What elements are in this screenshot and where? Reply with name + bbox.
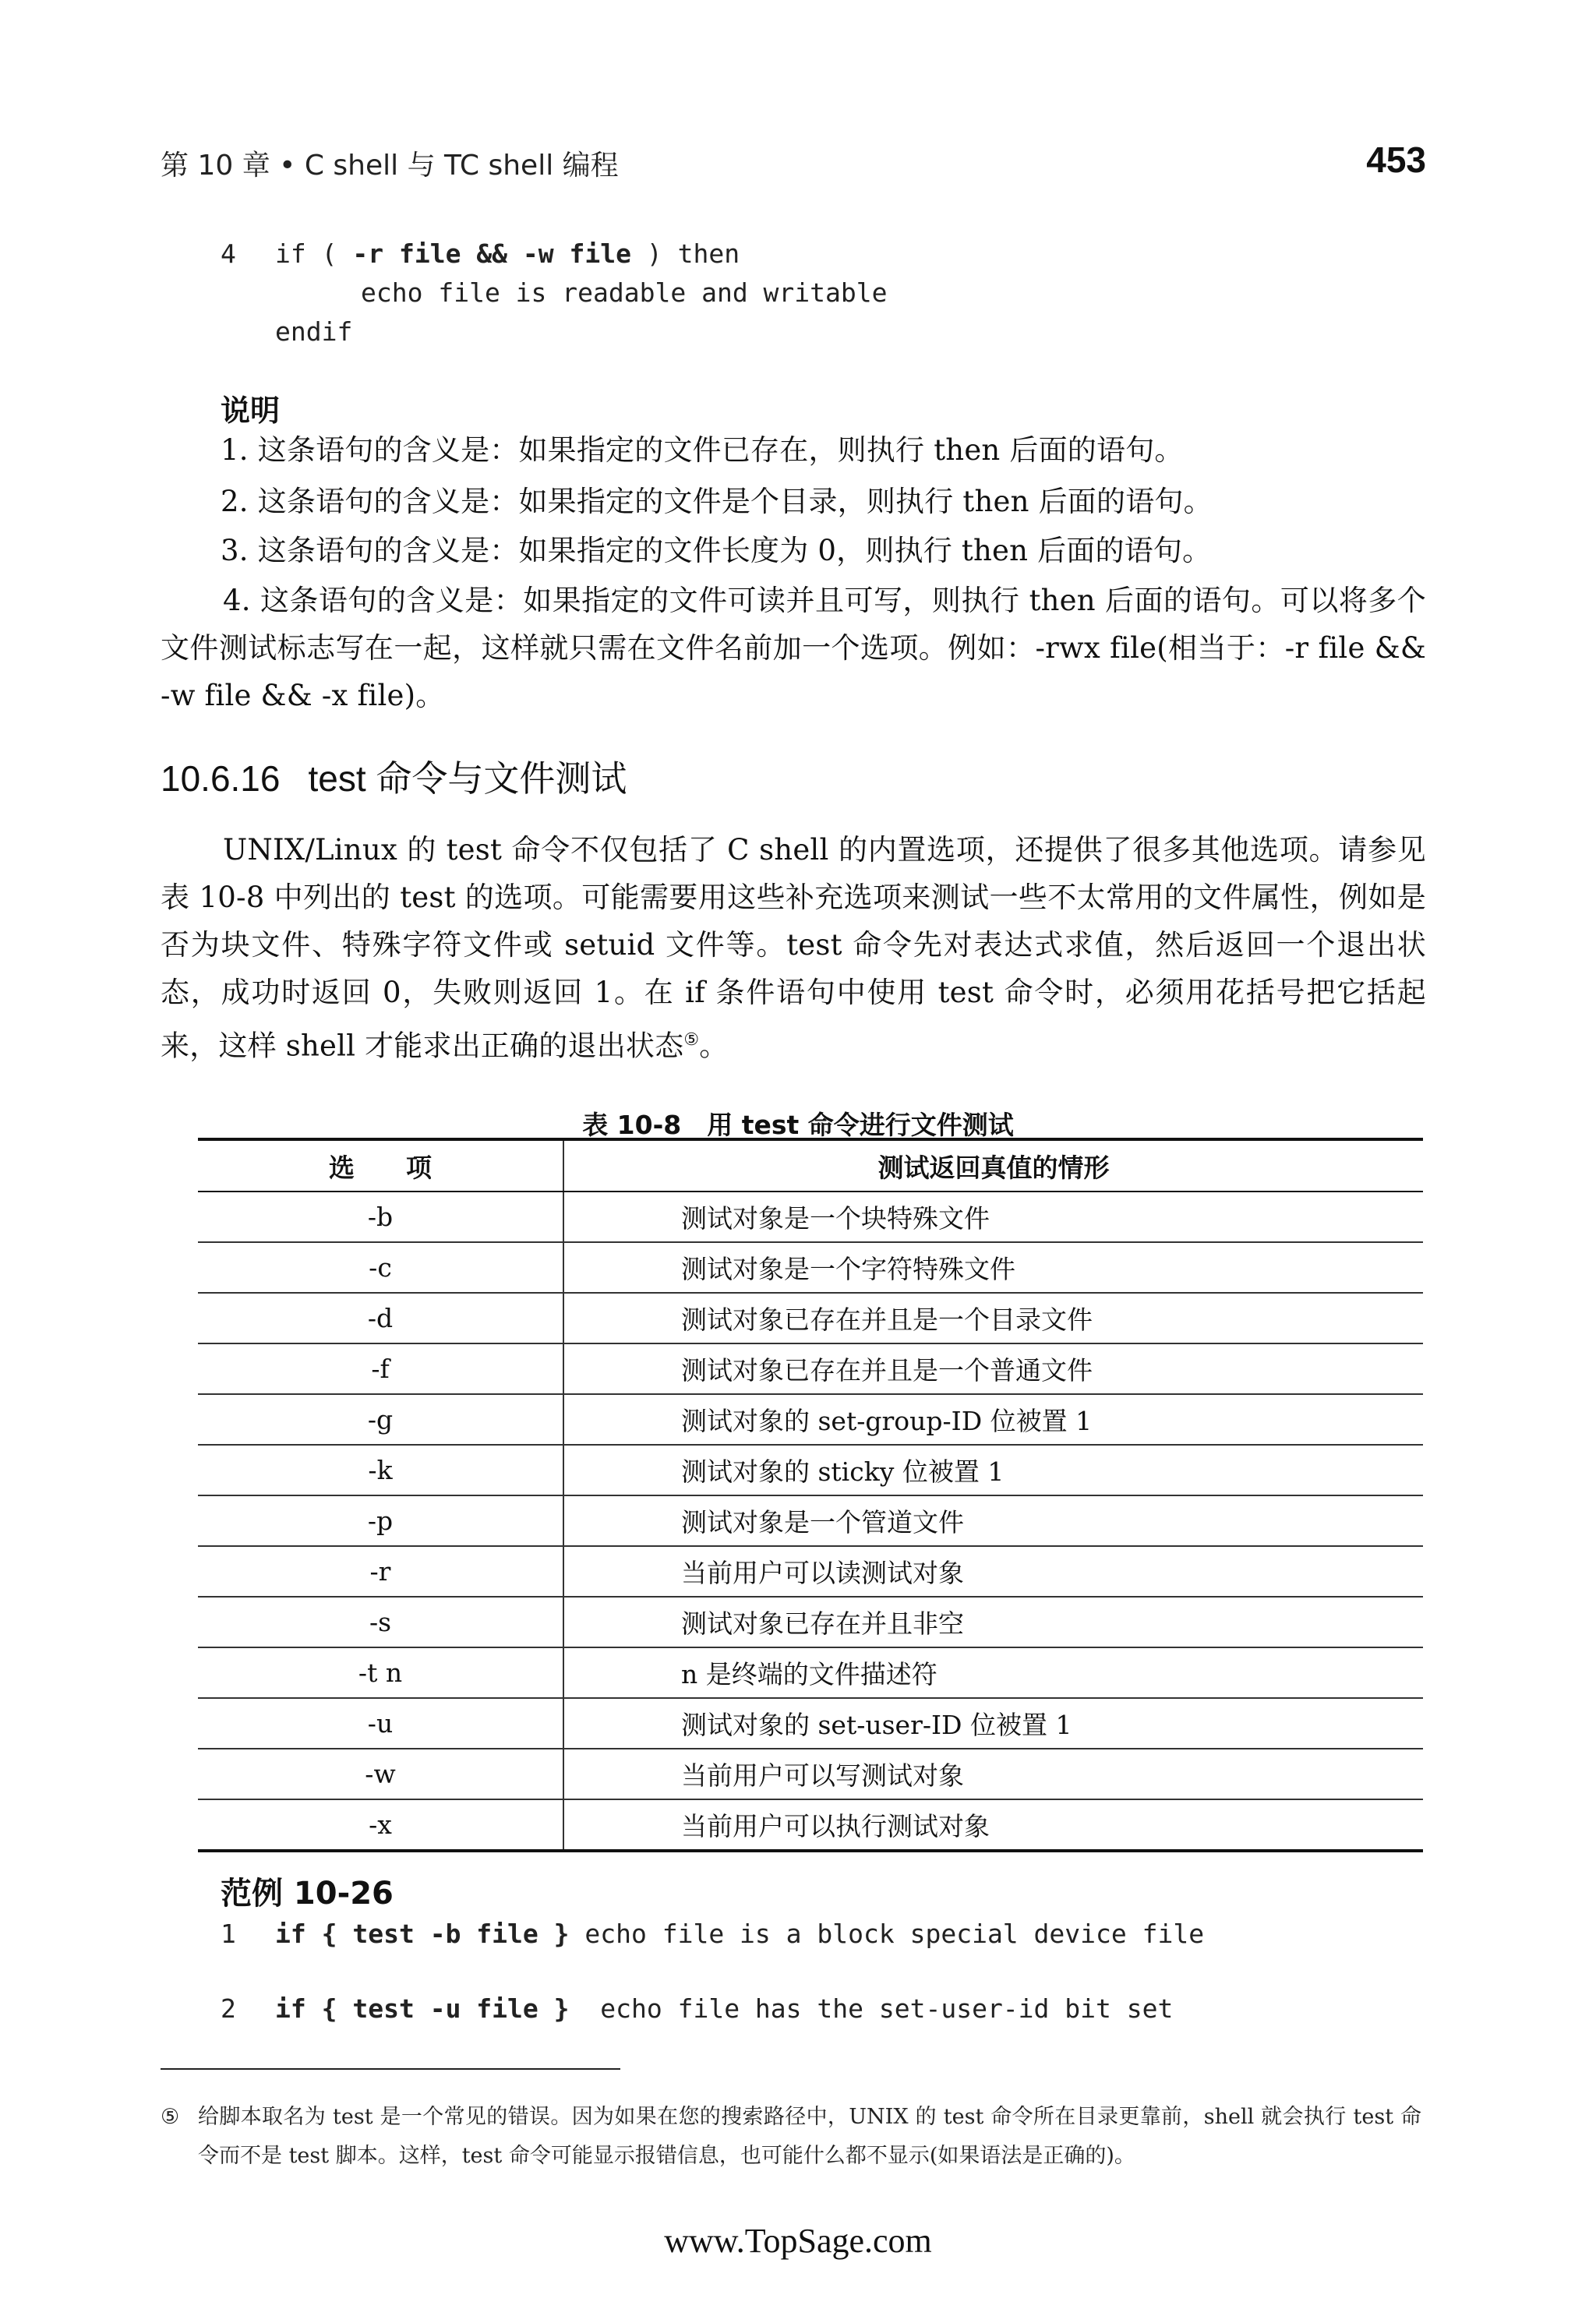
footnote-ref: ⑤	[683, 1030, 700, 1050]
option-cell: -x	[198, 1799, 563, 1851]
table-row	[198, 1343, 1423, 1394]
table-row	[198, 1293, 1423, 1343]
example-line-1: 1 if { test -b file } echo file is a block special device file	[221, 1919, 1205, 1949]
option-cell: -c	[198, 1242, 563, 1293]
condition-cell: 测试对象已存在并且是一个普通文件	[563, 1343, 1423, 1394]
note-item-2: 2. 这条语句的含义是：如果指定的文件是个目录，则执行 then 后面的语句。	[221, 485, 1213, 518]
condition-cell: 测试对象的 sticky 位被置 1	[563, 1445, 1423, 1495]
condition-cell: 测试对象是一个管道文件	[563, 1495, 1423, 1546]
condition-cell: n 是终端的文件描述符	[563, 1647, 1423, 1698]
section-heading	[161, 750, 627, 802]
footnote-text: 给脚本取名为 test 是一个常见的错误。因为如果在您的搜索路径中，UNIX 的 test 命令所在目录更靠前，shell 就会执行 test 命令而不是 test 脚本。这样，test 命令可能显示报错信息，也可能什么都不显示(如果语法是正确的)。	[198, 2105, 1421, 2168]
code-line-endif: endif	[275, 316, 353, 347]
footnote-mark: ⑤	[161, 2105, 180, 2129]
condition-cell: 测试对象已存在并且是一个目录文件	[563, 1293, 1423, 1343]
table-row	[198, 1394, 1423, 1445]
example-line-2: 2 if { test -u file } echo file has the set-user-id bit set	[221, 1993, 1174, 2024]
note-item-4: 4. 这条语句的含义是：如果指定的文件可读并且可写，则执行 then 后面的语句。可以将多个文件测试标志写在一起，这样就只需在文件名前加一个选项。例如：-rwx file(相当于：-r file && -w file && -x file)。	[161, 584, 1426, 712]
option-cell: -f	[198, 1343, 563, 1394]
section-paragraph: UNIX/Linux 的 test 命令不仅包括了 C shell 的内置选项，还提供了很多其他选项。请参见表 10-8 中列出的 test 的选项。可能需要用这些补充选项来测试一些不太常用的文件属性，例如是否为块文件、特殊字符文件或 setuid 文件等。test 命令先对表达式求值，然后返回一个退出状态，成功时返回 0，失败则返回 1。在 if 条件语句中使用 test 命令时，必须用花括号把它括起来，这样 shell 才能求出正确的退出状态⑤。	[161, 833, 1426, 1063]
note-item-1: 1. 这条语句的含义是：如果指定的文件已存在，则执行 then 后面的语句。	[221, 433, 1184, 467]
note-item-3: 3. 这条语句的含义是：如果指定的文件长度为 0，则执行 then 后面的语句。	[221, 534, 1212, 567]
note-title: 说明	[221, 394, 281, 428]
table-row	[198, 1597, 1423, 1647]
code-line-echo: echo file is readable and writable	[361, 277, 888, 308]
table-body	[198, 1192, 1423, 1851]
footnote-rule	[161, 2068, 620, 2070]
condition-cell: 测试对象是一个字符特殊文件	[563, 1242, 1423, 1293]
table-caption: 表 10-8 用 test 命令进行文件测试	[582, 1110, 1014, 1140]
option-cell: -r	[198, 1546, 563, 1597]
condition-cell: 测试对象的 set-group-ID 位被置 1	[563, 1394, 1423, 1445]
code-line-number: 4	[221, 238, 236, 269]
table-row	[198, 1698, 1423, 1749]
code-line-4: 4 if ( -r file && -w file ) then	[221, 238, 740, 269]
option-cell: -b	[198, 1192, 563, 1242]
condition-cell: 当前用户可以读测试对象	[563, 1546, 1423, 1597]
table-row	[198, 1495, 1423, 1546]
table-row	[198, 1445, 1423, 1495]
condition-cell: 测试对象是一个块特殊文件	[563, 1192, 1423, 1242]
condition-cell: 当前用户可以写测试对象	[563, 1749, 1423, 1799]
page-header	[161, 139, 1426, 185]
option-cell: -p	[198, 1495, 563, 1546]
code-condition: -r file && -w file	[352, 238, 631, 269]
table-row	[198, 1799, 1423, 1851]
page-number: 453	[1366, 139, 1426, 180]
option-cell: -d	[198, 1293, 563, 1343]
table-row	[198, 1242, 1423, 1293]
condition-cell: 测试对象已存在并且非空	[563, 1597, 1423, 1647]
table-header-row	[198, 1139, 1423, 1192]
option-cell: -k	[198, 1445, 563, 1495]
test-options-table	[198, 1138, 1423, 1852]
table-row	[198, 1546, 1423, 1597]
chapter-title: 第 10 章 • C shell 与 TC shell 编程	[161, 150, 619, 182]
footnote	[161, 2098, 1421, 2176]
header-option: 选 项	[198, 1139, 563, 1192]
condition-cell: 测试对象的 set-user-ID 位被置 1	[563, 1698, 1423, 1749]
option-cell: -w	[198, 1749, 563, 1799]
header-condition: 测试返回真值的情形	[563, 1139, 1423, 1192]
example-title: 范例 10-26	[221, 1876, 394, 1912]
option-cell: -s	[198, 1597, 563, 1647]
option-cell: -g	[198, 1394, 563, 1445]
table-row	[198, 1647, 1423, 1698]
condition-cell: 当前用户可以执行测试对象	[563, 1799, 1423, 1851]
section-title: test 命令与文件测试	[308, 758, 627, 799]
option-cell: -u	[198, 1698, 563, 1749]
table-row	[198, 1749, 1423, 1799]
option-cell: -t n	[198, 1647, 563, 1698]
website-footer: www.TopSage.com	[664, 2222, 932, 2260]
section-number: 10.6.16	[161, 758, 281, 799]
table-row	[198, 1192, 1423, 1242]
